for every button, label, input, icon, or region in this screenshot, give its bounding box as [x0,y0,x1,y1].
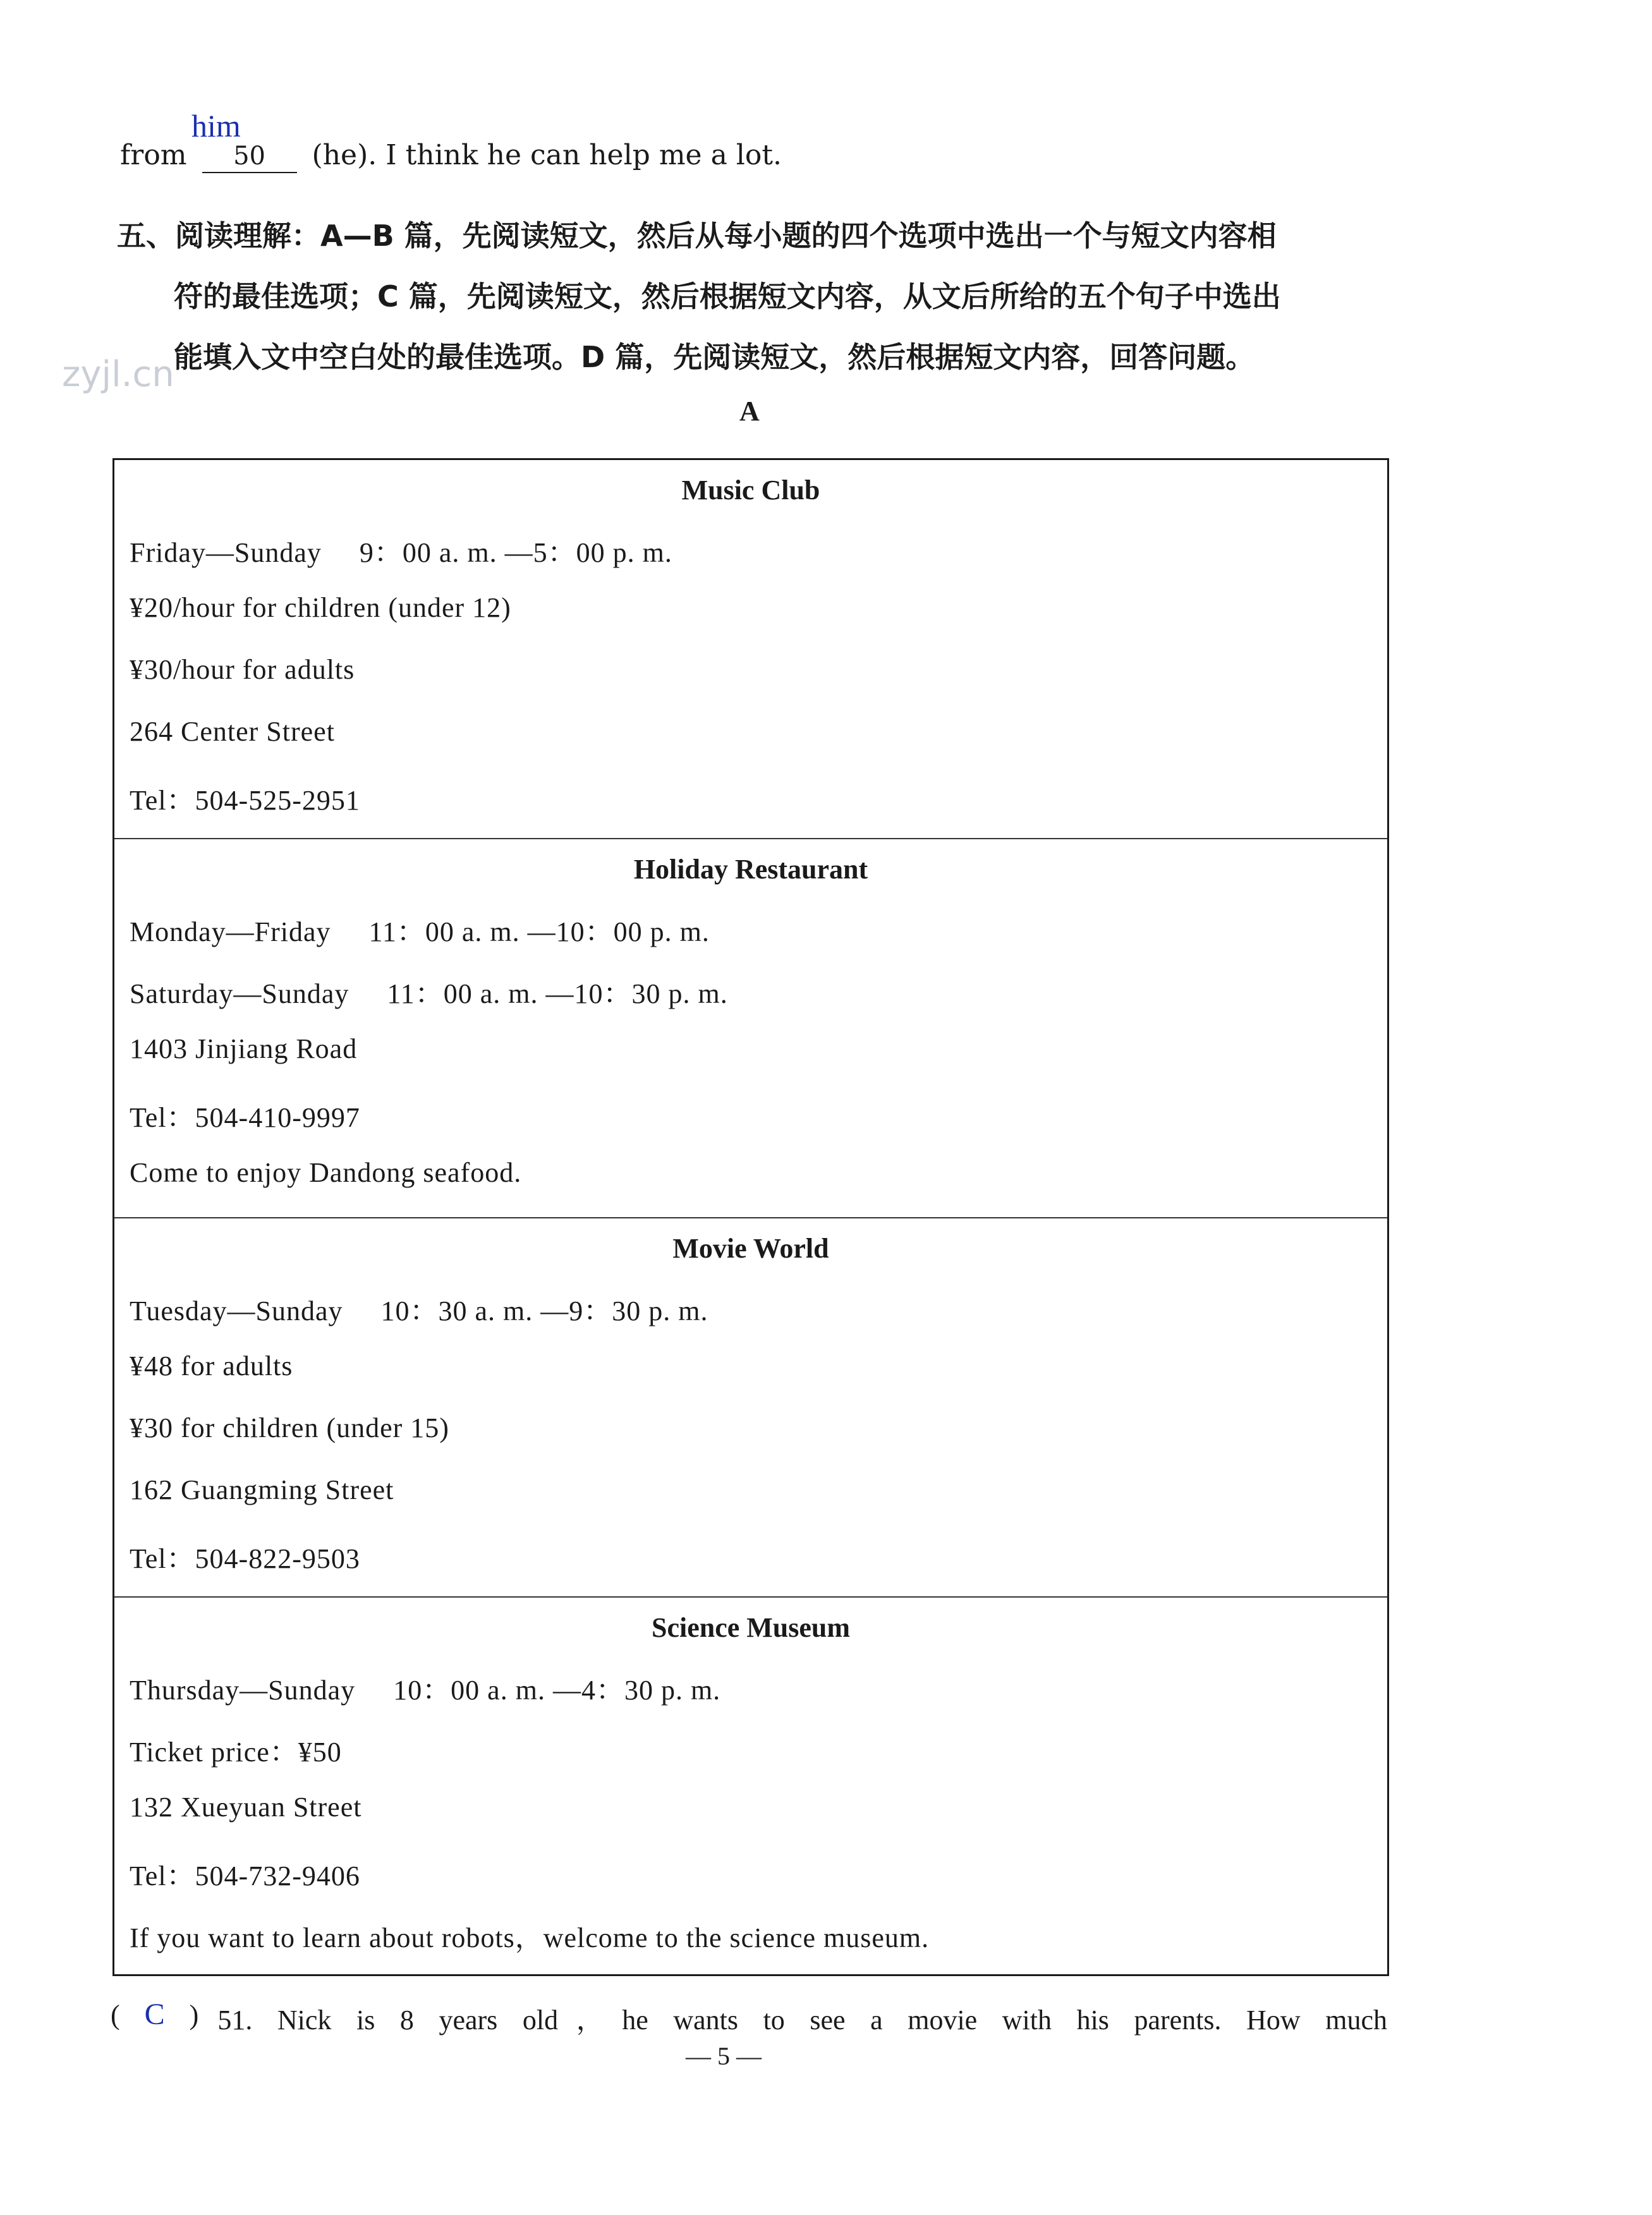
watermark: zyjl.cn [62,354,174,395]
block-title: Science Museum [651,1612,851,1643]
days: Monday—Friday [130,916,331,947]
block-movie-world [114,1218,1387,1598]
days: Tuesday—Sunday [130,1296,343,1326]
instruction-line-2: 符的最佳选项；C 篇，先阅读短文，然后根据短文内容，从文后所给的五个句子中选出 [174,279,1281,313]
info-line: Tel：504-732-9406 [130,1860,360,1891]
info-line: Come to enjoy Dandong seafood. [130,1157,522,1188]
info-line: ¥48 for adults [130,1350,293,1381]
section-letter: A [739,396,760,427]
info-line: 1403 Jinjiang Road [130,1033,358,1064]
handwritten-answer-him: him [191,108,241,143]
handwritten-answer-c: C [144,1998,165,2031]
info-line: ¥30 for children (under 15) [130,1412,449,1443]
days: Saturday—Sunday [130,978,349,1009]
block-title: Music Club [681,475,820,506]
info-line: ¥20/hour for children (under 12) [130,592,511,623]
block-title: Movie World [672,1233,829,1264]
section-instructions [117,205,1394,387]
info-line: Tel：504-525-2951 [130,785,360,816]
hours-row [130,909,710,949]
hours-row-2 [130,971,728,1011]
info-line: 264 Center Street [130,716,335,747]
fill-prefix: from [120,139,187,171]
instruction-line-3: 能填入文中空白处的最佳选项。D 篇，先阅读短文，然后根据短文内容，回答问题。 [174,340,1255,374]
info-line: 132 Xueyuan Street [130,1792,362,1823]
info-line: Ticket price：¥50 [130,1737,342,1768]
hours: 9：00 a. m. —5：00 p. m. [359,537,672,568]
hours-row [130,530,672,570]
page-number: — 5 — [686,2042,762,2070]
block-science-museum [114,1598,1387,1974]
answer-paren [111,1997,198,2037]
open-paren: ( [111,2000,120,2030]
block-music-club [114,460,1387,839]
info-line: If you want to learn about robots，welcome to the science museum. [130,1922,930,1953]
hours-row [130,1667,720,1708]
hours: 10：00 a. m. —4：30 p. m. [393,1675,721,1706]
block-title: Holiday Restaurant [633,854,868,885]
close-paren: ) [189,2000,199,2030]
fill-suffix: (he). I think he can help me a lot. [312,139,782,171]
info-line: Tel：504-822-9503 [130,1543,360,1574]
hours: 11：00 a. m. —10：30 p. m. [387,978,728,1009]
hours-row [130,1288,708,1328]
hours: 11：00 a. m. —10：00 p. m. [368,916,710,947]
info-line: Tel：504-410-9997 [130,1102,360,1133]
info-line: ¥30/hour for adults [130,654,355,685]
fill-in-sentence [120,139,782,173]
block-holiday-restaurant [114,839,1387,1218]
question-text: 51. Nick is 8 years old，he wants to see a movie with his parents. How much [217,2005,1387,2036]
instruction-line-1: 五、阅读理解：A—B 篇，先阅读短文，然后从每小题的四个选项中选出一个与短文内容相 [117,219,1277,253]
info-line: 162 Guangming Street [130,1474,394,1505]
days: Thursday—Sunday [130,1675,356,1706]
days: Friday—Sunday [130,537,322,568]
blank-50: 50 [202,140,297,173]
question-51 [111,1997,1387,2037]
hours: 10：30 a. m. —9：30 p. m. [380,1296,708,1326]
info-table [112,458,1389,1976]
